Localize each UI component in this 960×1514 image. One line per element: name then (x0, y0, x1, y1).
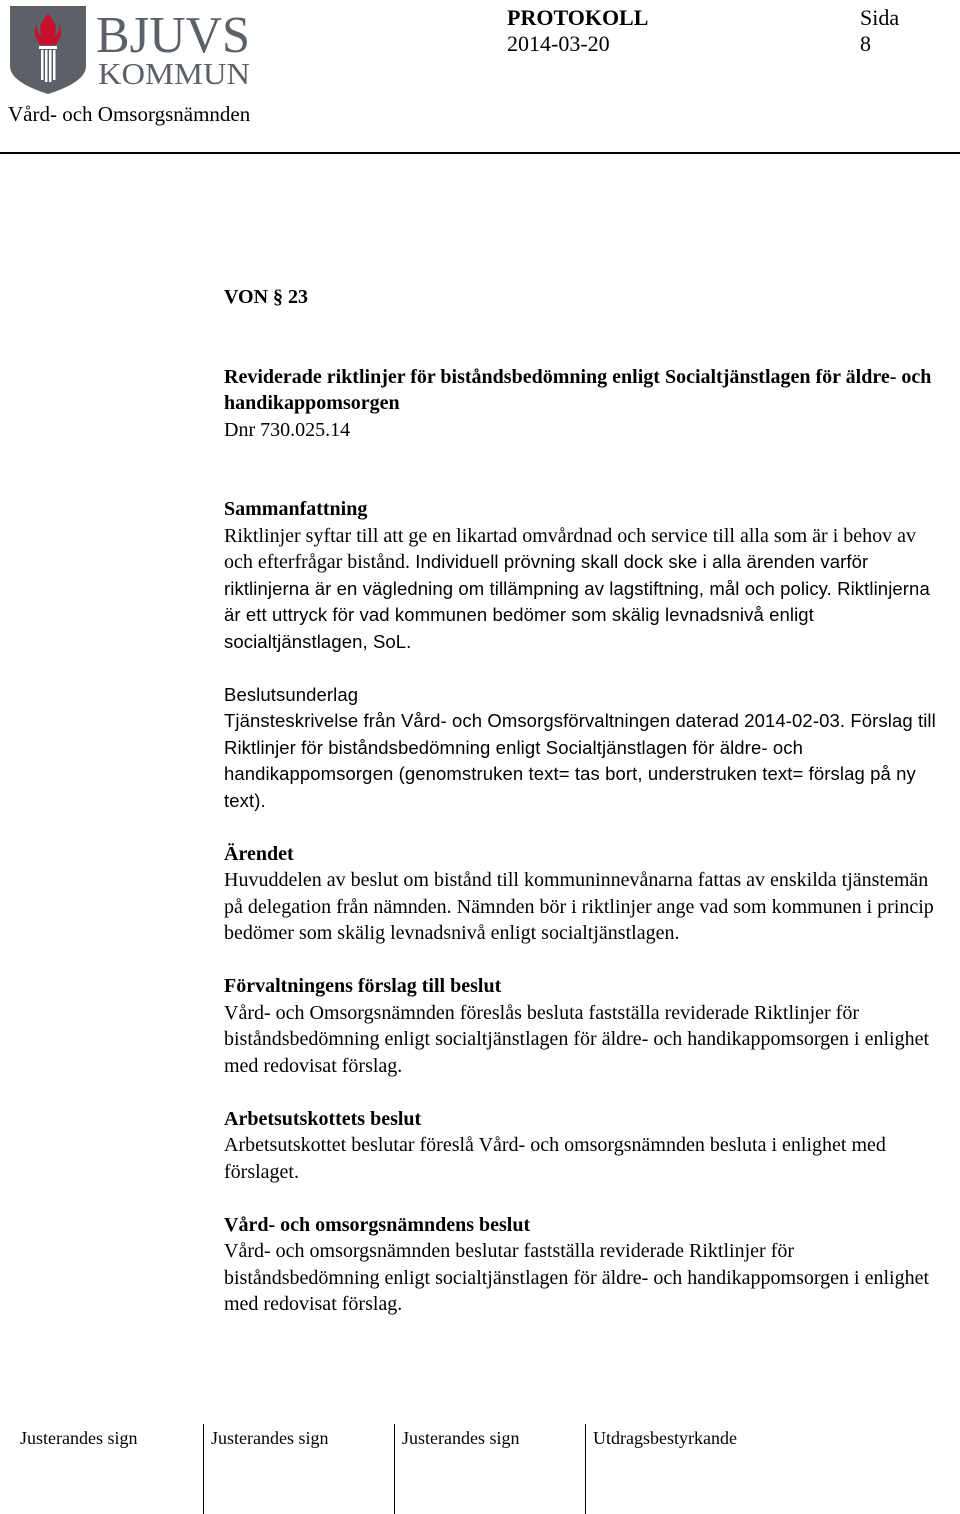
case-dnr: Dnr 730.025.14 (224, 418, 351, 441)
signature-cell (211, 1424, 391, 1514)
signature-cell (593, 1424, 793, 1514)
section-administration-proposal (224, 973, 946, 1079)
section-heading: Beslutsunderlag (224, 683, 359, 705)
section-text: Vård- och omsorgsnämnden beslutar fastställa reviderade Riktlinjer för biståndsbedömning enligt socialtjänstlagen för äldre- och handikappomsorgen i enlighet med redovisat förslag. (224, 1240, 930, 1315)
section-heading: Vård- och omsorgsnämndens beslut (224, 1213, 531, 1236)
logo-wordmark (96, 4, 258, 96)
torch-emblem-icon (8, 4, 88, 96)
logo-text-line1: BJUVS (96, 7, 250, 64)
municipality-logo (8, 4, 258, 96)
signature-footer (0, 1424, 960, 1514)
section-board-decision (224, 1212, 946, 1318)
document-date: 2014-03-20 (507, 31, 610, 56)
signature-label: Justerandes sign (402, 1428, 520, 1448)
page-number: 8 (860, 31, 871, 56)
section-heading: Förvaltningens förslag till beslut (224, 975, 502, 997)
signature-divider (585, 1424, 586, 1514)
section-text: Vård- och Omsorgsnämnden föreslås besluta fastställa reviderade Riktlinjer för biståndsbedömning enligt socialtjänstlagen för äldre- och handikappomsorgen i enlighet med redovisat förslag. (224, 1001, 930, 1077)
section-decision-basis (224, 682, 946, 815)
committee-name: Vård- och Omsorgsnämnden (8, 102, 251, 126)
page-label: Sida (860, 5, 900, 30)
signature-label: Utdragsbestyrkande (593, 1428, 737, 1448)
section-text-serif: Riktlinjer syftar till att ge en likartad omvårdnad och service till alla som är i behov av och efterfrågar bistånd. (224, 524, 917, 573)
protocol-content (224, 284, 946, 1344)
section-text: Tjänsteskrivelse från Vård- och Omsorgsförvaltningen daterad 2014-02-03. Förslag till Riktlinjer för biståndsbedömning enligt Socialtjänstlagen för äldre- och handikappomsorgen (genomstruken text= tas bort, understruken text= förslag på ny text). (224, 710, 936, 811)
section-heading: Arbetsutskottets beslut (224, 1107, 422, 1130)
section-heading: Ärendet (224, 842, 294, 865)
section-text (224, 523, 946, 656)
document-type: PROTOKOLL (507, 5, 649, 30)
signature-divider (394, 1424, 395, 1514)
section-heading: Sammanfattning (224, 498, 368, 520)
signature-cell (20, 1424, 200, 1514)
header-divider (0, 152, 960, 154)
case-title: Reviderade riktlinjer för biståndsbedömning enligt Socialtjänstlagen för äldre- och handikappomsorgen (224, 365, 932, 414)
section-matter (224, 841, 946, 947)
logo-text-line2: KOMMUN (98, 56, 250, 91)
case-id: VON § 23 (224, 286, 309, 308)
section-text: Arbetsutskottet beslutar föreslå Vård- och omsorgsnämnden besluta i enlighet med förslaget. (224, 1134, 886, 1183)
section-working-committee-decision (224, 1106, 946, 1186)
signature-divider (203, 1424, 204, 1514)
section-text-sans: Individuell prövning skall dock ske i alla ärenden varför riktlinjerna är en vägledning om tillämpning av lagstiftning, mål och policy. Riktlinjerna är ett uttryck för vad kommunen bedömer som skälig levnadsnivå enligt socialtjänstlagen, SoL. (224, 551, 930, 652)
signature-label: Justerandes sign (211, 1428, 329, 1448)
section-summary (224, 496, 946, 655)
section-text: Huvuddelen av beslut om bistånd till kommuninnevånarna fattas av enskilda tjänstemän på delegation från nämnden. Nämnden bör i riktlinjer ange vad som kommunen i princip bedömer som skälig levnadsnivå enligt socialtjänstlagen. (224, 869, 934, 944)
signature-label: Justerandes sign (20, 1428, 138, 1448)
signature-cell (402, 1424, 582, 1514)
